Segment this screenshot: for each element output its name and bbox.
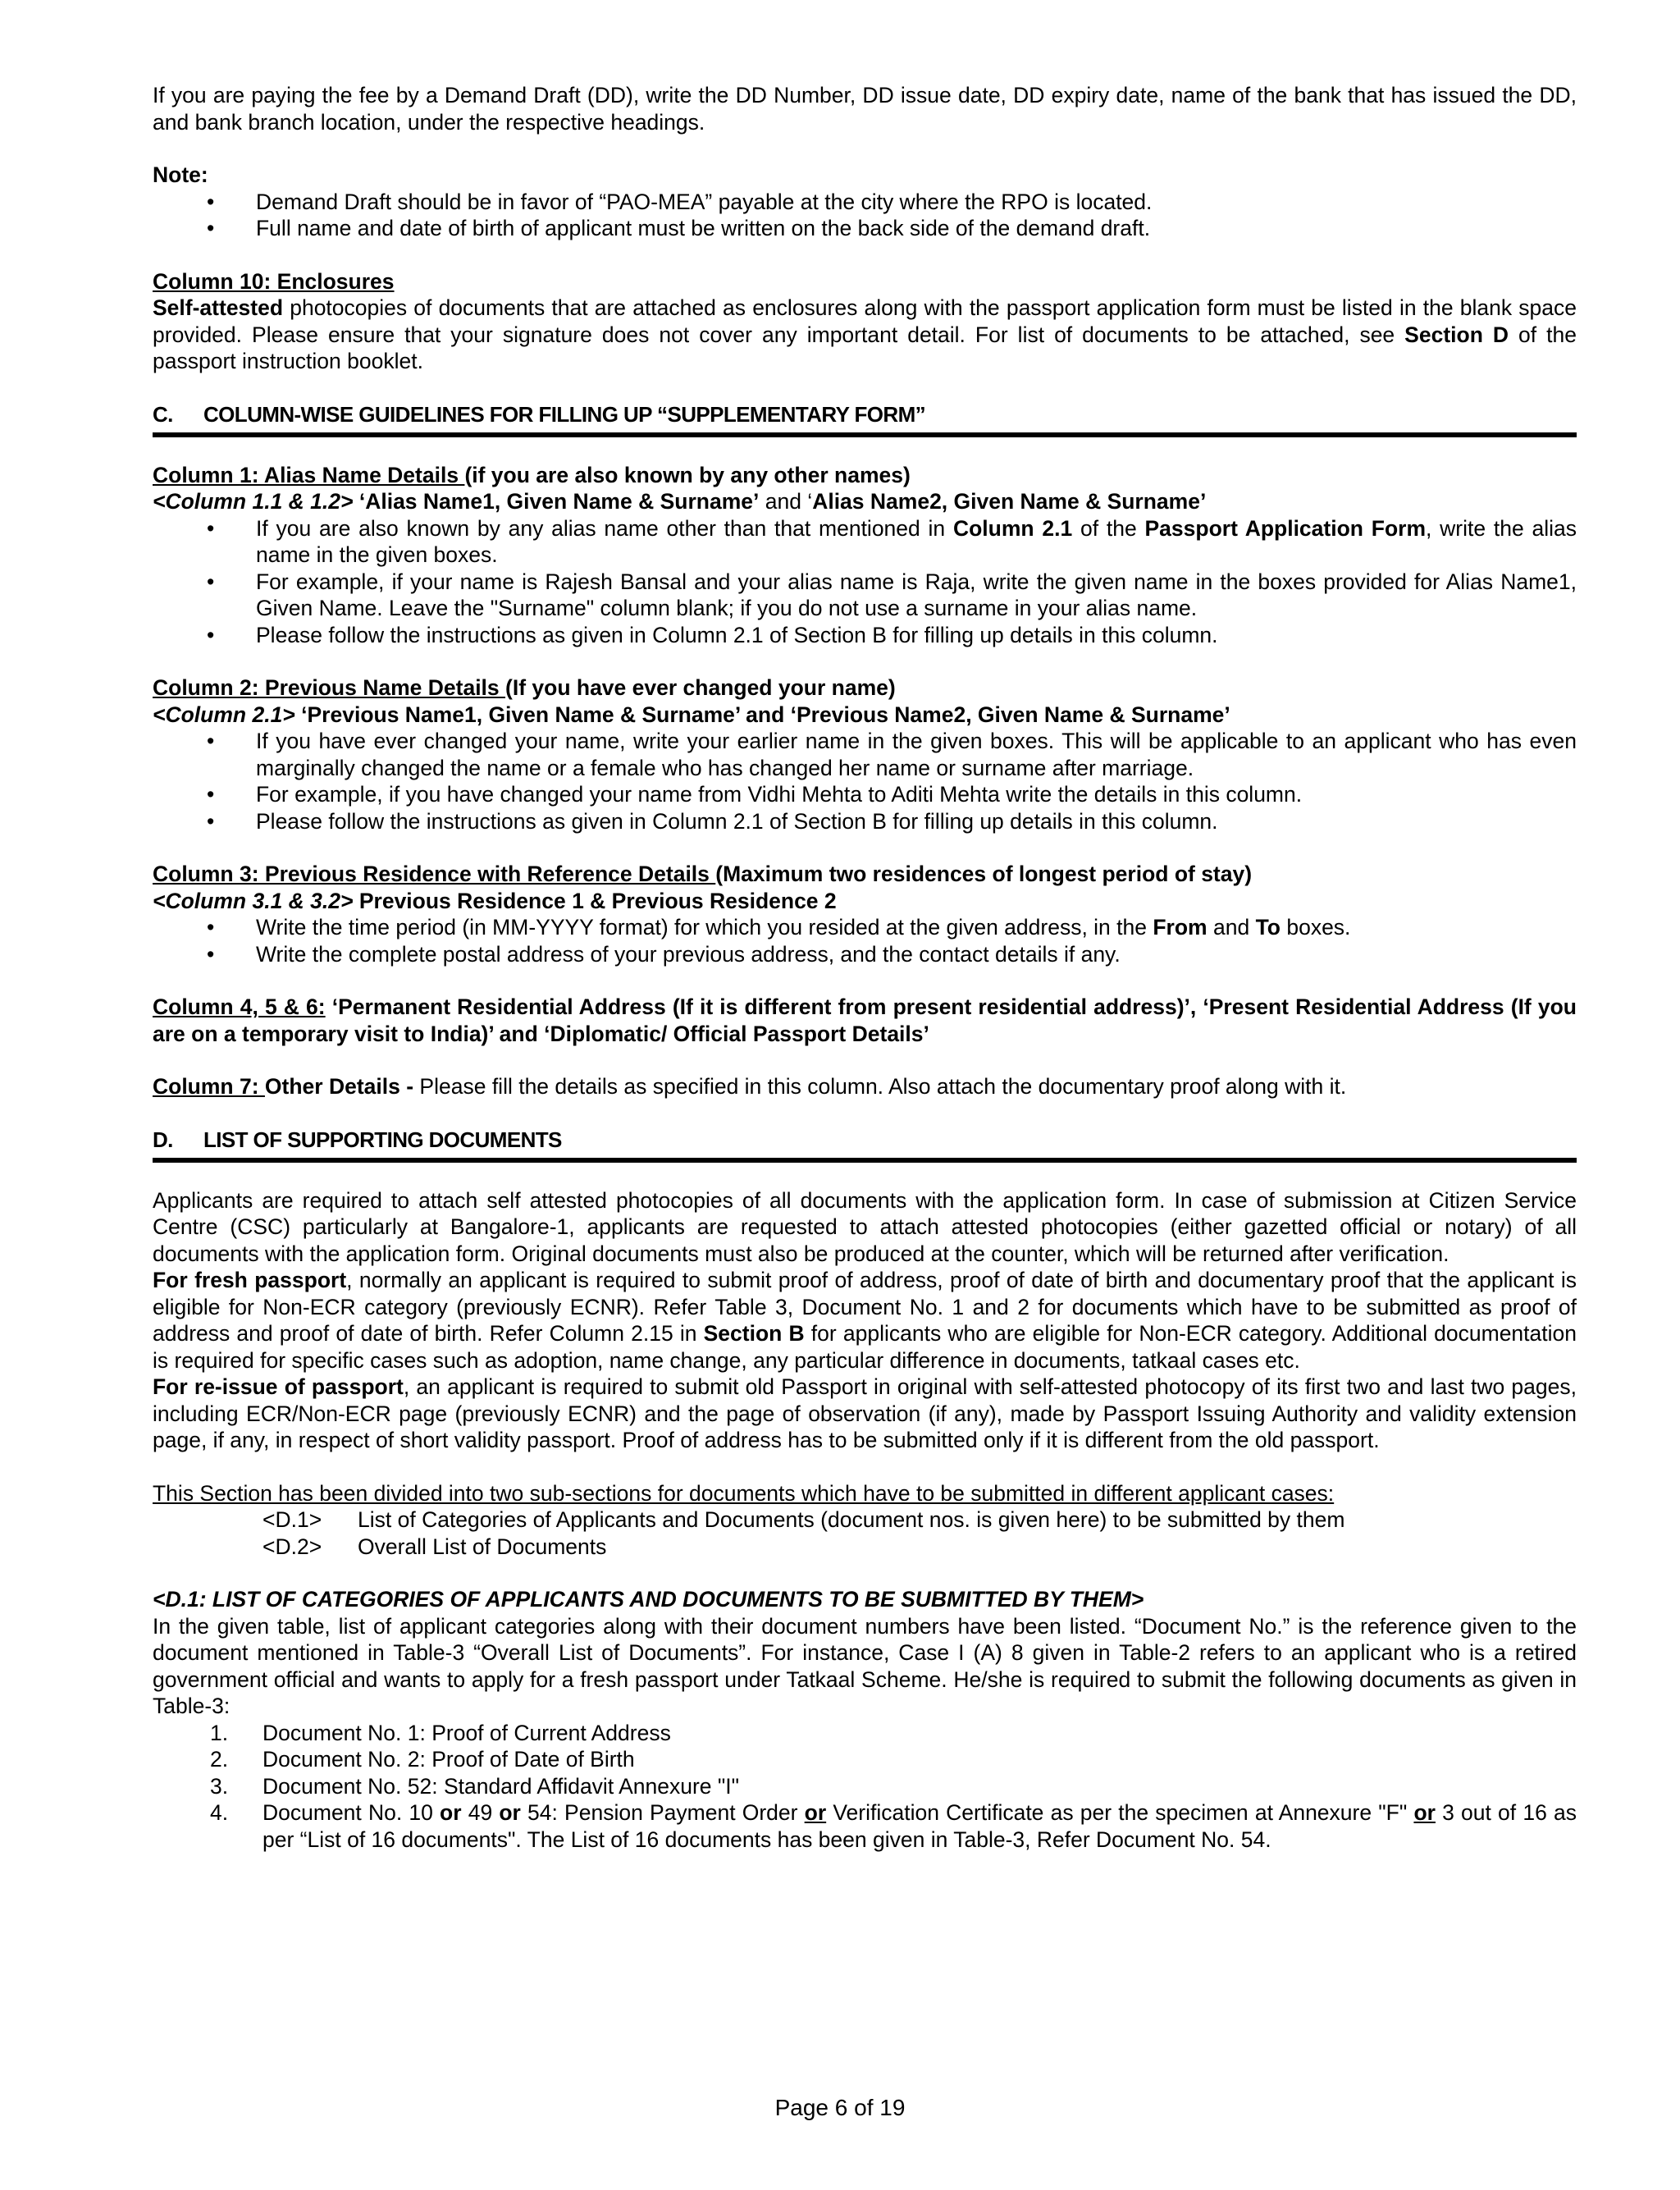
supp-column-1-list — [153, 515, 1577, 649]
bullet-icon: • — [207, 729, 215, 753]
bullet-icon: • — [207, 622, 215, 647]
list-item: • Write the time period (in MM-YYYY format) for which you resided at the given address, in the From and To boxes. — [207, 915, 1351, 940]
bullet-icon: • — [207, 941, 215, 967]
section-d-heading: D. LIST OF SUPPORTING DOCUMENTS — [153, 1127, 1577, 1163]
list-item: • For example, if you have changed your name from Vidhi Mehta to Aditi Mehta write the details in this column. — [207, 782, 1303, 807]
section-d-intro: Applicants are required to attach self attested photocopies of all documents with the application form. In case of submission at Citizen Service Centre (CSC) particularly at Bangalore-1, applicants are requested to attach attested photocopies (either gazetted official or notary) of all documents with the application form. Original documents must also be produced at the counter, which will be returned after verification. — [153, 1187, 1577, 1266]
list-item: • If you are also known by any alias name other than that mentioned in Column 2.1 of the Passport Application Form, write the alias name in the given boxes. — [207, 515, 1577, 567]
supp-column-1-subheading: <Column 1.1 & 1.2> ‘Alias Name1, Given Name & Surname’ and ‘Alias Name2, Given Name & Surname’ — [153, 489, 1207, 514]
d1-paragraph: In the given table, list of applicant categories along with their document numbers have been listed. “Document No.” is the reference given to the document mentioned in Table-3 “Overall List of Documents”. For instance, Case I (A) 8 given in Table-2 refers to an applicant who is a retired government official and wants to apply for a fresh passport under Tatkaal Scheme. He/she is required to submit the following documents as given in Table-3: — [153, 1613, 1577, 1718]
list-item: 2. Document No. 2: Proof of Date of Birth — [210, 1747, 635, 1772]
bullet-icon: • — [207, 782, 215, 807]
section-c-heading: C. COLUMN-WISE GUIDELINES FOR FILLING UP “SUPPLEMENTARY FORM” — [153, 401, 1577, 437]
list-item: • Please follow the instructions as given in Column 2.1 of Section B for filling up details in this column. — [207, 622, 1218, 647]
bullet-icon: • — [207, 915, 215, 940]
supp-column-2-list — [153, 728, 1577, 834]
list-item: 3. Document No. 52: Standard Affidavit Annexure "I" — [210, 1773, 740, 1799]
page-number: Page 6 of 19 — [774, 2095, 906, 2120]
bullet-icon: • — [207, 808, 215, 834]
d1-heading: <D.1: LIST OF CATEGORIES OF APPLICANTS AND DOCUMENTS TO BE SUBMITTED BY THEM> — [153, 1587, 1144, 1612]
dd-intro-paragraph: If you are paying the fee by a Demand Draft (DD), write the DD Number, DD issue date, DD expiry date, name of the bank that has issued the DD, and bank branch location, under the respective headings. — [153, 83, 1577, 135]
bullet-icon: • — [207, 569, 215, 594]
supp-column-3-subheading: <Column 3.1 & 3.2> Previous Residence 1 & Previous Residence 2 — [153, 888, 837, 913]
subsections-intro: This Section has been divided into two sub-sections for documents which have to be submitted in different applicant cases: — [153, 1480, 1335, 1506]
list-item: • Write the complete postal address of your previous address, and the contact details if any. — [207, 941, 1121, 967]
note-item: • Demand Draft should be in favor of “PAO-MEA” payable at the city where the RPO is located. — [207, 189, 1153, 214]
bullet-icon: • — [207, 515, 215, 541]
list-item: • If you have ever changed your name, write your earlier name in the given boxes. This will be applicable to an applicant who has even marginally changed the name or a female who has changed her name or surname after marriage. — [207, 729, 1577, 780]
document-page — [153, 82, 1577, 1853]
bullet-icon: • — [207, 216, 215, 240]
supp-column-3-list — [153, 914, 1577, 967]
note-label: Note: — [153, 162, 208, 187]
fresh-passport-paragraph: For fresh passport, normally an applicant is required to submit proof of address, proof of date of birth and documentary proof that the applicant is eligible for Non-ECR category (previously ECNR). Refer Table 3, Document No. 1 and 2 for documents which have to be submitted as proof of address and proof of date of birth. Refer Column 2.15 in Section B for applicants who are eligible for Non-ECR category. Additional documentation is required for specific cases such as adoption, name change, any particular difference in documents, tatkaal cases etc. — [153, 1268, 1577, 1373]
column-10-paragraph: Self-attested photocopies of documents that are attached as enclosures along with the passport application form must be listed in the blank space provided. Please ensure that your signature does not cover any important detail. For list of documents to be attached, see Section D of the passport instruction booklet. — [153, 295, 1577, 373]
subsection-list — [153, 1506, 1577, 1560]
list-item: • For example, if your name is Rajesh Bansal and your alias name is Raja, write the given name in the boxes provided for Alias Name1, Given Name. Leave the "Surname" column blank; if you do not use a surname in your alias name. — [207, 569, 1577, 620]
supp-column-3-heading: Column 3: Previous Residence with Reference Details (Maximum two residences of longest period of stay) — [153, 862, 1253, 886]
list-item: <D.2> Overall List of Documents — [262, 1534, 607, 1559]
supp-column-456-paragraph: Column 4, 5 & 6: ‘Permanent Residential Address (If it is different from present residential address)’, ‘Present Residential Address (If you are on a temporary visit to India)’ and ‘Diplomatic/ Official Passport Details’ — [153, 994, 1577, 1046]
list-item: 4. Document No. 10 or 49 or 54: Pension Payment Order or Verification Certificate as per the specimen at Annexure "F" or 3 out of 16 as per “List of 16 documents". The List of 16 documents has been given in Table-3, Refer Document No. 54. — [210, 1800, 1577, 1852]
supp-column-2-subheading: <Column 2.1> ‘Previous Name1, Given Name & Surname’ and ‘Previous Name2, Given Name & Surname’ — [153, 702, 1230, 727]
supp-column-1-heading: Column 1: Alias Name Details (if you are also known by any other names) — [153, 462, 911, 487]
reissue-passport-paragraph: For re-issue of passport, an applicant is required to submit old Passport in original with self-attested photocopy of its first two and last two pages, including ECR/Non-ECR page (previously ECNR) and the page of observation (if any), made by Passport Issuing Authority and validity extension page, if any, in respect of short validity passport. Proof of address has to be submitted only if it is different from the old passport. — [153, 1374, 1577, 1452]
list-item: • Please follow the instructions as given in Column 2.1 of Section B for filling up details in this column. — [207, 808, 1218, 834]
d1-document-list — [153, 1720, 1577, 1854]
supp-column-7-paragraph: Column 7: Other Details - Please fill the details as specified in this column. Also attach the documentary proof along with it. — [153, 1074, 1347, 1099]
list-item: 1. Document No. 1: Proof of Current Address — [210, 1720, 671, 1745]
list-item: <D.1> List of Categories of Applicants and Documents (document nos. is given here) to be submitted by them — [262, 1507, 1345, 1532]
note-list — [153, 189, 1577, 242]
column-10-heading: Column 10: Enclosures — [153, 268, 395, 294]
supp-column-2-heading: Column 2: Previous Name Details (If you have ever changed your name) — [153, 675, 896, 700]
note-item: • Full name and date of birth of applicant must be written on the back side of the demand draft. — [207, 216, 1151, 240]
bullet-icon: • — [207, 189, 215, 214]
